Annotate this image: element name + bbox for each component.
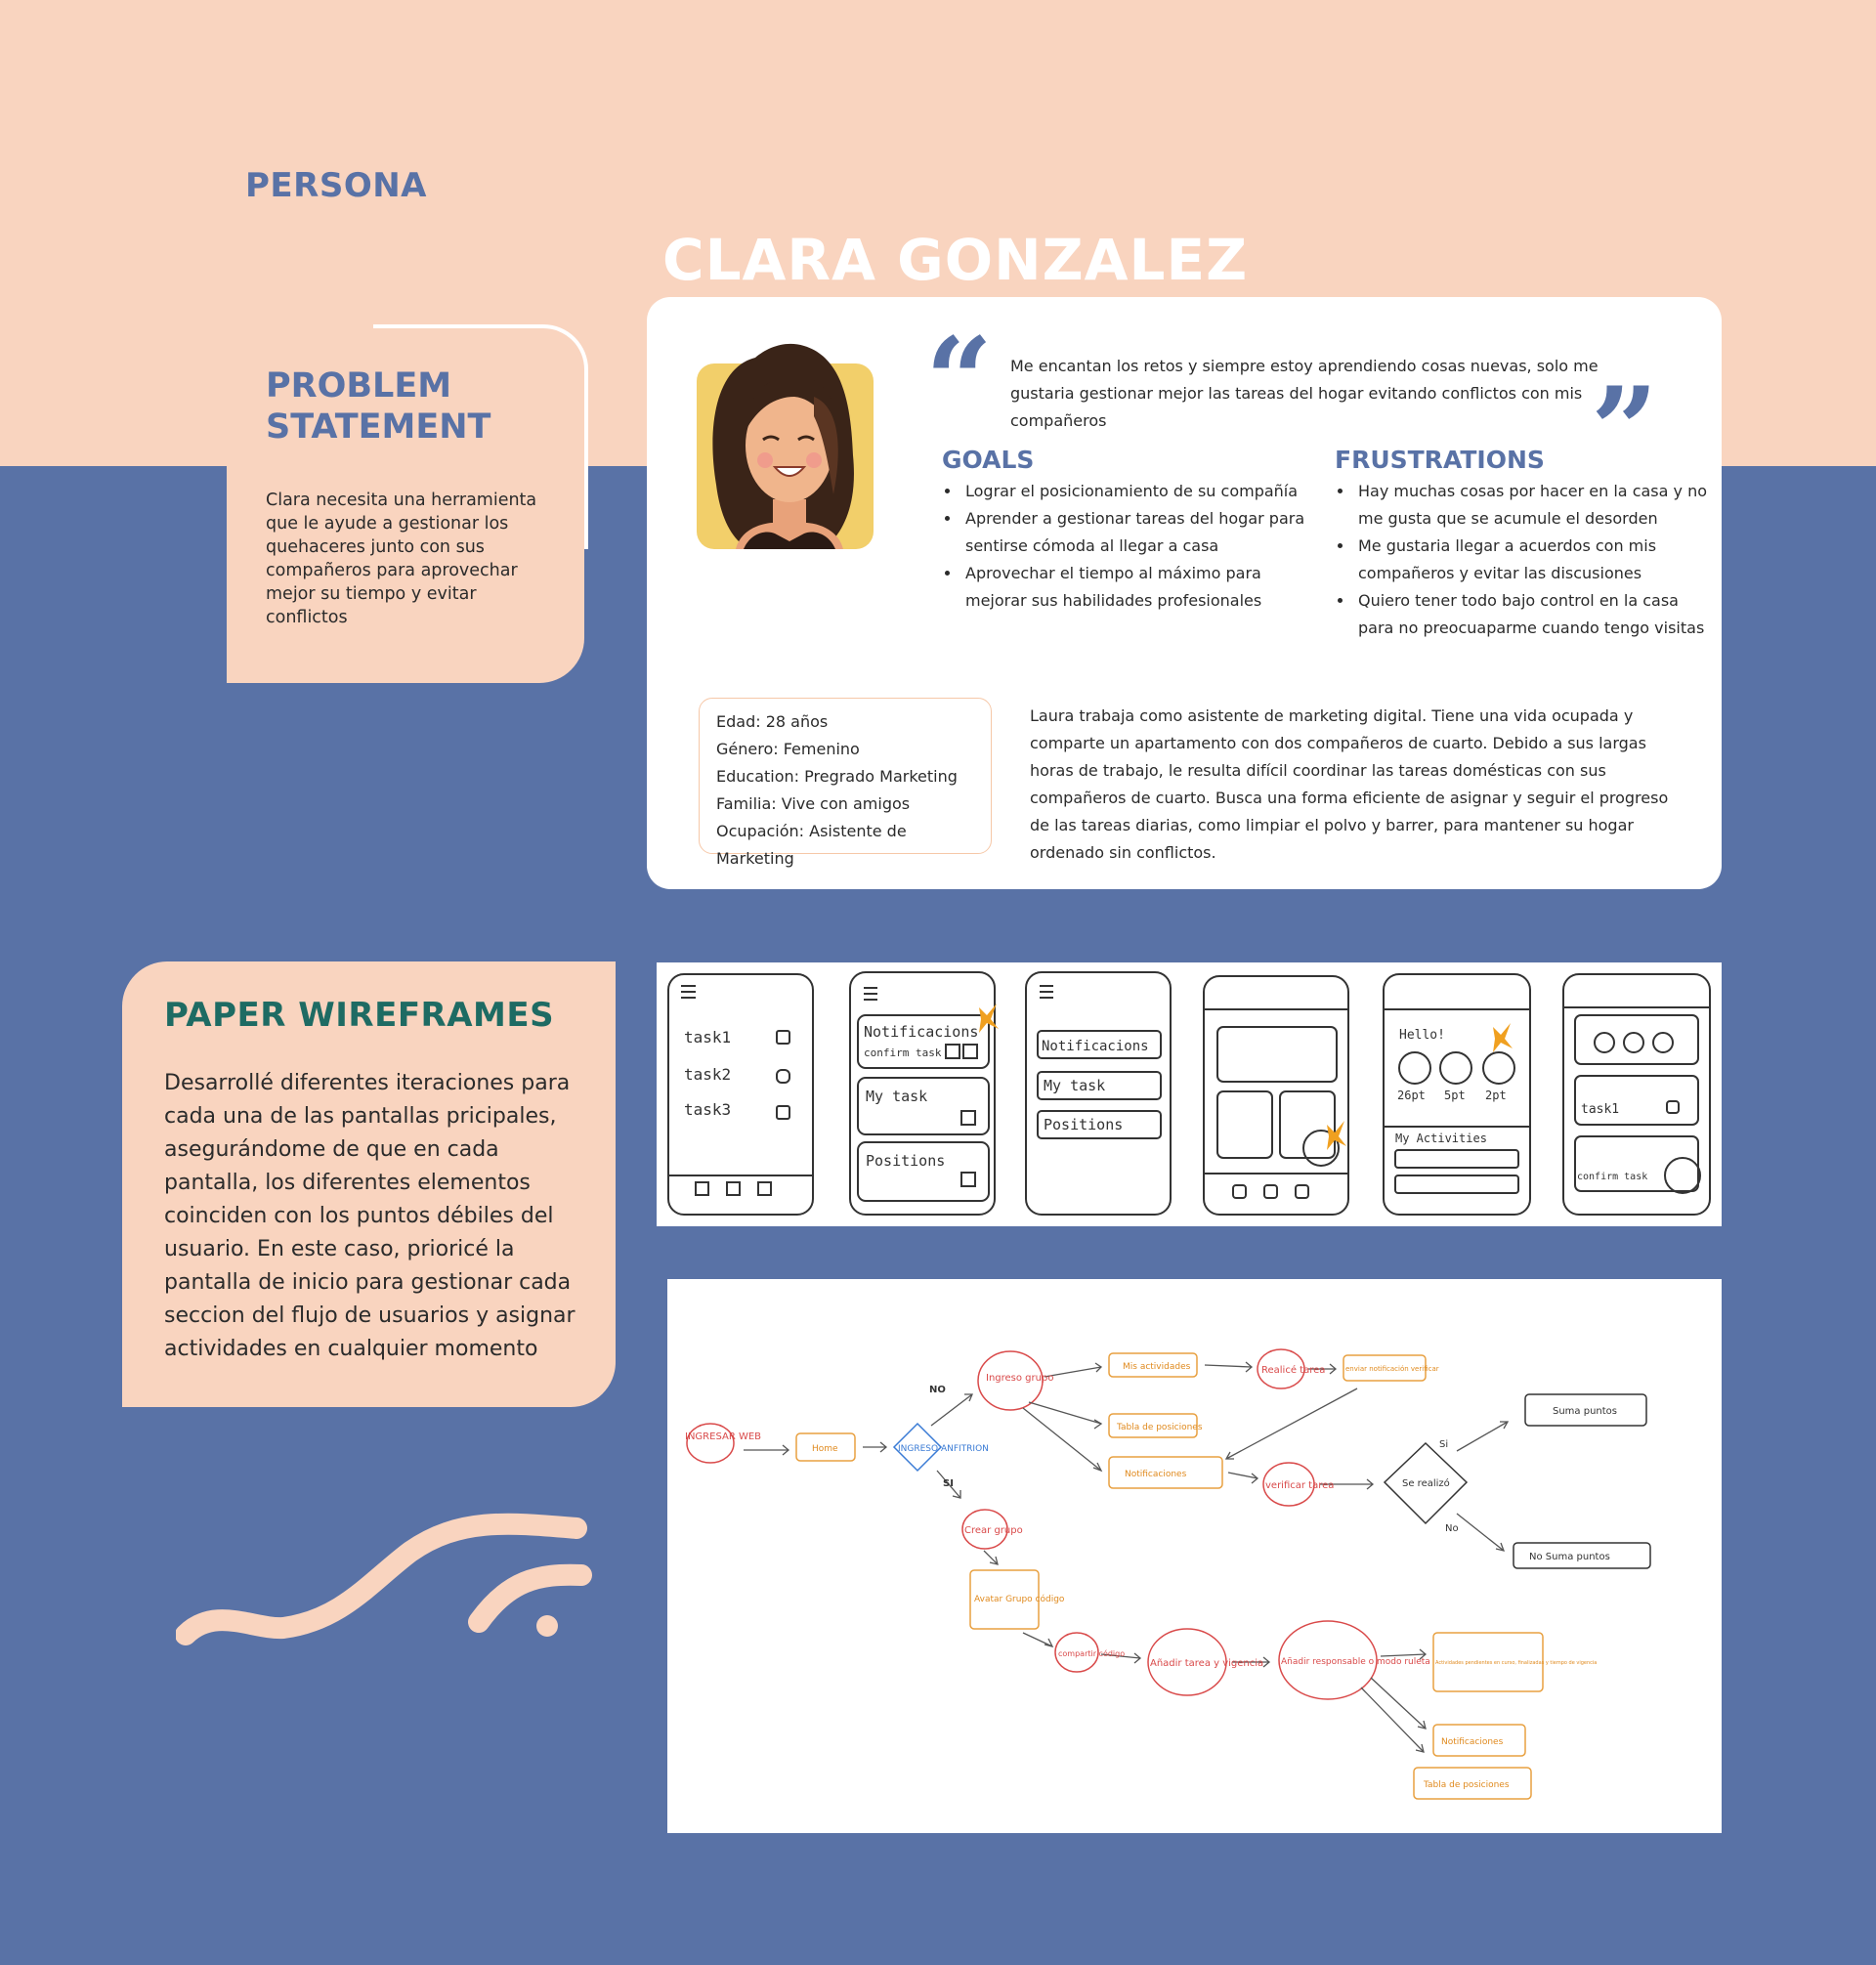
wf-task1: task1 xyxy=(684,1028,732,1047)
flow-ingreso-grupo: Ingreso grupo xyxy=(986,1373,1054,1384)
flow-ingresar-web: INGRESAR WEB xyxy=(685,1431,762,1442)
wf-notificacions: Notificacions xyxy=(864,1023,979,1041)
flow-compartir-codigo: compartir código xyxy=(1058,1649,1126,1658)
flow-avatar-grupo: Avatar Grupo código xyxy=(974,1595,1065,1604)
info-occupation: Ocupación: Asistente de Marketing xyxy=(716,822,907,868)
flow-tabla-posiciones: Tabla de posiciones xyxy=(1117,1423,1203,1432)
persona-info-box xyxy=(699,698,992,868)
info-gender: Género: Femenino xyxy=(716,740,860,758)
wf-task3: task3 xyxy=(684,1100,732,1119)
flow-notificaciones-2: Notificaciones xyxy=(1441,1737,1504,1747)
flow-verificar-tarea: verificar tarea xyxy=(1265,1480,1335,1491)
goal-item: • Lograr el posicionamiento de su compañía xyxy=(961,478,1323,505)
flow-se-realizo: Se realizó xyxy=(1402,1478,1450,1489)
wf-my-task-2: My task xyxy=(1044,1077,1106,1094)
quote-close-icon: ” xyxy=(1591,362,1659,499)
frustrations-title: FRUSTRATIONS xyxy=(1335,446,1545,474)
info-family: Familia: Vive con amigos xyxy=(716,794,911,813)
flow-no-small: No xyxy=(1445,1523,1459,1534)
flow-home: Home xyxy=(812,1444,838,1454)
wf-5pt: 5pt xyxy=(1444,1089,1466,1102)
frustration-item: • Me gustaria llegar a acuerdos con mis compañeros y evitar las discusiones xyxy=(1354,533,1716,587)
goal-item: • Aprovechar el tiempo al máximo para mejorar sus habilidades profesionales xyxy=(961,560,1323,615)
wf-positions: Positions xyxy=(866,1152,946,1170)
problem-title-line2: STATEMENT xyxy=(266,407,491,447)
flow-notificaciones: Notificaciones xyxy=(1125,1470,1187,1479)
wf-26pt: 26pt xyxy=(1397,1089,1426,1102)
flow-mis-actividades: Mis actividades xyxy=(1123,1362,1191,1372)
flow-ingreso-anfitrion: INGRESO ANFITRION xyxy=(898,1444,989,1454)
frustration-item: • Quiero tener todo bajo control en la casa para no preocuaparme cuando tengo visitas xyxy=(1354,587,1716,642)
wf-confirm-task-2: confirm task xyxy=(1577,1172,1648,1182)
flow-no: NO xyxy=(929,1385,946,1395)
wf-task2: task2 xyxy=(684,1065,732,1084)
wf-hello: Hello! xyxy=(1399,1028,1445,1043)
flow-suma-puntos: Suma puntos xyxy=(1553,1406,1618,1417)
flow-enviar-notificacion: enviar notificación verificar xyxy=(1345,1365,1439,1373)
info-education: Education: Pregrado Marketing xyxy=(716,767,958,786)
flow-anadir-responsable: Añadir responsable o modo ruleta xyxy=(1281,1657,1430,1667)
wf-2pt: 2pt xyxy=(1485,1089,1507,1102)
goal-item: • Aprender a gestionar tareas del hogar para sentirse cómoda al llegar a casa xyxy=(961,505,1323,560)
flow-si: SI xyxy=(943,1478,954,1489)
flow-actividades-pendientes: Actividades pendientes en curso, finalizadas y tiempo de vigencia xyxy=(1435,1660,1598,1666)
flow-anadir-tarea: Añadir tarea y vigencia xyxy=(1150,1658,1264,1669)
user-flow-diagram xyxy=(667,1279,1722,1833)
wf-positions-2: Positions xyxy=(1044,1116,1124,1133)
wf-my-task: My task xyxy=(866,1088,928,1105)
frustration-item: • Hay muchas cosas por hacer en la casa y no me gusta que se acumule el desorden xyxy=(1354,478,1716,533)
section-label: PERSONA xyxy=(245,166,427,205)
decorative-squiggle xyxy=(176,1513,596,1659)
persona-quote: Me encantan los retos y siempre estoy aprendiendo cosas nuevas, solo me gustaria gestionar mejor las tareas del hogar evitando conflictos con mis compañeros xyxy=(1010,357,1599,430)
goals-list xyxy=(942,478,1323,615)
problem-title-line1: PROBLEM xyxy=(266,366,452,406)
wireframes-title: PAPER WIREFRAMES xyxy=(164,996,555,1035)
wf-confirm-task: confirm task xyxy=(864,1047,942,1059)
persona-bio: Laura trabaja como asistente de marketing digital. Tiene una vida ocupada y comparte un apartamento con dos compañeros de cuarto. Debido a sus largas horas de trabajo, le resulta difícil coordinar las tareas domésticas con sus compañeros de cuarto. Busca una forma eficiente de asignar y seguir el progreso de las tareas diarias, como limpiar el polvo y barrer, para mantener su hogar ordenado sin conflictos. xyxy=(1030,706,1669,862)
flow-no-suma-puntos: No Suma puntos xyxy=(1529,1552,1610,1562)
wf-my-activities: My Activities xyxy=(1395,1132,1487,1145)
persona-name: CLARA GONZALEZ xyxy=(662,227,1249,293)
quote-open-icon: “ xyxy=(925,312,994,449)
persona-avatar xyxy=(697,338,874,549)
wireframe-sketches xyxy=(657,962,1722,1226)
goals-title: GOALS xyxy=(942,446,1035,474)
problem-title xyxy=(266,365,559,448)
flow-si-small: Si xyxy=(1439,1439,1449,1450)
wf-notificacions-2: Notificacions xyxy=(1042,1039,1149,1054)
wireframes-text: Desarrollé diferentes iteraciones para cada una de las pantallas pricipales, asegurándome de que en cada pantalla, los diferentes elementos coinciden con los puntos débiles del usuario. En este caso, prioricé la pantalla de inicio para gestionar cada seccion del flujo de usuarios y asignar actividades en cualquier momento xyxy=(164,1071,576,1361)
flow-realice-tarea: Realicé tarea xyxy=(1261,1365,1326,1376)
flow-crear-grupo: Crear grupo xyxy=(964,1525,1023,1536)
info-age: Edad: 28 años xyxy=(716,712,829,731)
wf-task1-2: task1 xyxy=(1581,1102,1620,1117)
frustrations-list xyxy=(1335,478,1716,642)
flow-tabla-posiciones-2: Tabla de posiciones xyxy=(1424,1780,1510,1790)
problem-text: Clara necesita una herramienta que le ayude a gestionar los quehaceres junto con sus compañeros para aprovechar mejor su tiempo y evitar conflictos xyxy=(266,491,537,627)
